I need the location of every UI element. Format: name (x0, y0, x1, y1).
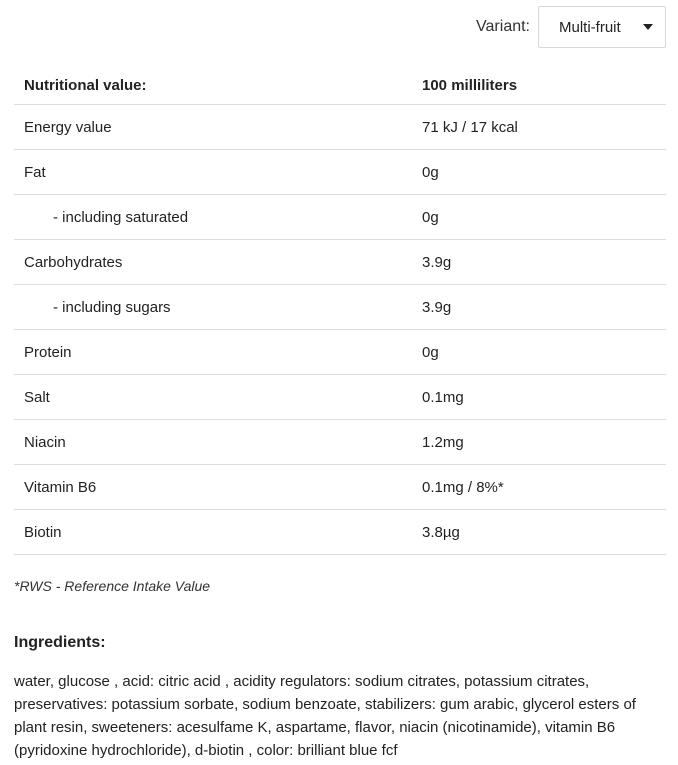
row-value: 0g (412, 330, 666, 375)
row-value: 71 kJ / 17 kcal (412, 105, 666, 150)
row-name: Niacin (14, 420, 412, 465)
table-row (14, 105, 666, 150)
ingredients-text: water, glucose , acid: citric acid , acidity regulators: sodium citrates, potassium citrates, preservatives: potassium sorbate, sodium benzoate, stabilizers: gum arabic, glycerol esters of plant resin, sweeteners: acesulfame K, aspartame, flavor, niacin (nicotinamide), vitamin B6 (pyridoxine hydrochloride), d-biotin , color: brilliant blue fcf (14, 673, 636, 759)
row-name: Biotin (14, 510, 412, 555)
row-name: Salt (14, 375, 412, 420)
row-value: 3.8µg (412, 510, 666, 555)
row-value: 0.1mg (412, 375, 666, 420)
row-name: Energy value (14, 105, 412, 150)
row-value: 3.9g (412, 240, 666, 285)
variant-dropdown[interactable] (538, 6, 666, 48)
row-name: - including sugars (14, 285, 412, 330)
row-name: Carbohydrates (14, 240, 412, 285)
nutrition-table (14, 66, 666, 555)
table-row (14, 330, 666, 375)
table-row (14, 375, 666, 420)
row-value: 0g (412, 150, 666, 195)
row-value: 1.2mg (412, 420, 666, 465)
reference-intake-footnote: *RWS - Reference Intake Value (14, 578, 211, 594)
table-row (14, 285, 666, 330)
row-name: Protein (14, 330, 412, 375)
row-value: 0.1mg / 8%* (412, 465, 666, 510)
row-name: - including saturated (14, 195, 412, 240)
variant-selected-value: Multi-fruit (559, 18, 621, 36)
row-value: 3.9g (412, 285, 666, 330)
table-row (14, 420, 666, 465)
table-row (14, 510, 666, 555)
variant-label: Variant: (476, 18, 530, 35)
chevron-down-icon (643, 24, 653, 30)
row-value: 0g (412, 195, 666, 240)
header-nutritional-value: Nutritional value: (14, 66, 412, 105)
row-name: Fat (14, 150, 412, 195)
header-amount: 100 milliliters (412, 66, 666, 105)
row-name: Vitamin B6 (14, 465, 412, 510)
table-row (14, 195, 666, 240)
table-row (14, 150, 666, 195)
ingredients-title: Ingredients: (14, 634, 106, 651)
table-row (14, 240, 666, 285)
variant-selector (476, 6, 666, 48)
table-header-row (14, 66, 666, 105)
table-row (14, 465, 666, 510)
